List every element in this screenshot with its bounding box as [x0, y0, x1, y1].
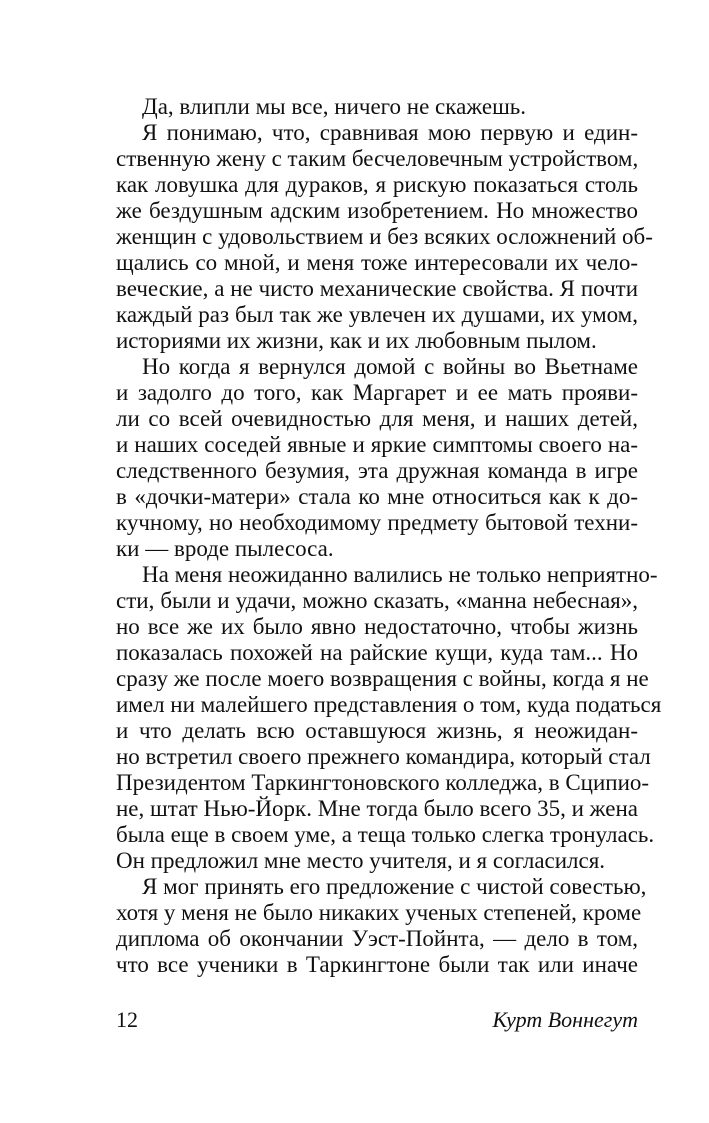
- text-line: На меня неожиданно валились не только неприятно-: [142, 562, 658, 587]
- text-line: следственного безумия, эта дружная команда в игре: [116, 458, 638, 483]
- text-line: но встретил своего прежнего командира, который стал: [116, 744, 651, 769]
- text-line: сти, были и удачи, можно сказать, «манна небесная»,: [116, 588, 638, 613]
- text-line: Я понимаю, что, сравнивая мою первую и един-: [142, 120, 638, 145]
- text-line: Но когда я вернулся домой с войны во Вьетнаме: [142, 354, 638, 379]
- text-line: Я мог принять его предложение с чистой совестью,: [142, 874, 647, 899]
- page-text: [116, 94, 662, 978]
- text-line: же бездушным адским изобретением. Но множество: [116, 198, 638, 223]
- text-line: в «дочки-матери» стала ко мне относиться как к до-: [116, 484, 638, 509]
- text-line: ли со всей очевидностью для меня, и наших детей,: [116, 406, 638, 431]
- text-line: хотя у меня не было никаких ученых степеней, кроме: [116, 900, 642, 925]
- page-footer: [116, 1006, 638, 1034]
- text-line: Президентом Таркингтоновского колледжа, в Сципио-: [116, 770, 650, 795]
- running-head-author: Курт Воннегут: [492, 1007, 638, 1032]
- text-line: ственную жену с таким бесчеловечным устройством,: [116, 146, 639, 171]
- text-line: историями их жизни, как и их любовным пылом.: [116, 328, 597, 353]
- text-line: как ловушка для дураков, я рискую показаться столь: [116, 172, 638, 197]
- text-line: но все же их было явно недостаточно, чтобы жизнь: [116, 614, 638, 639]
- text-line: веческие, а не чисто механические свойства. Я почти: [116, 276, 638, 301]
- text-line: и что делать всю оставшуюся жизнь, я неожидан-: [116, 718, 638, 743]
- text-line: показалась похожей на райские кущи, куда там... Но: [116, 640, 638, 665]
- text-line: диплома об окончании Уэст-Пойнта, — дело в том,: [116, 926, 638, 951]
- text-line: имел ни малейшего представления о том, куда податься: [116, 692, 662, 717]
- text-line: и задолго до того, как Маргарет и ее мать прояви-: [116, 380, 638, 405]
- text-line: каждый раз был так же увлечен их душами, их умом,: [116, 302, 638, 327]
- text-line: не, штат Нью-Йорк. Мне тогда было всего 35, и жена: [116, 796, 638, 821]
- text-line: сразу же после моего возвращения с войны, когда я не: [116, 666, 649, 691]
- text-line: что все ученики в Таркингтоне были так или иначе: [116, 952, 638, 977]
- text-line: Он предложил мне место учителя, и я согласился.: [116, 848, 606, 873]
- text-line: ки — вроде пылесоса.: [116, 536, 334, 561]
- text-line: Да, влипли мы все, ничего не скажешь.: [142, 94, 527, 119]
- text-line: кучному, но необходимому предмету бытовой техни-: [116, 510, 638, 535]
- text-line: была еще в своем уме, а теща только слегка тронулась.: [116, 822, 655, 847]
- text-line: женщин с удовольствием и без всяких осложнений об-: [116, 224, 653, 249]
- page-number: 12: [116, 1007, 138, 1032]
- text-line: щались со мной, и меня тоже интересовали их чело-: [116, 250, 638, 275]
- text-line: и наших соседей явные и яркие симптомы своего на-: [116, 432, 638, 457]
